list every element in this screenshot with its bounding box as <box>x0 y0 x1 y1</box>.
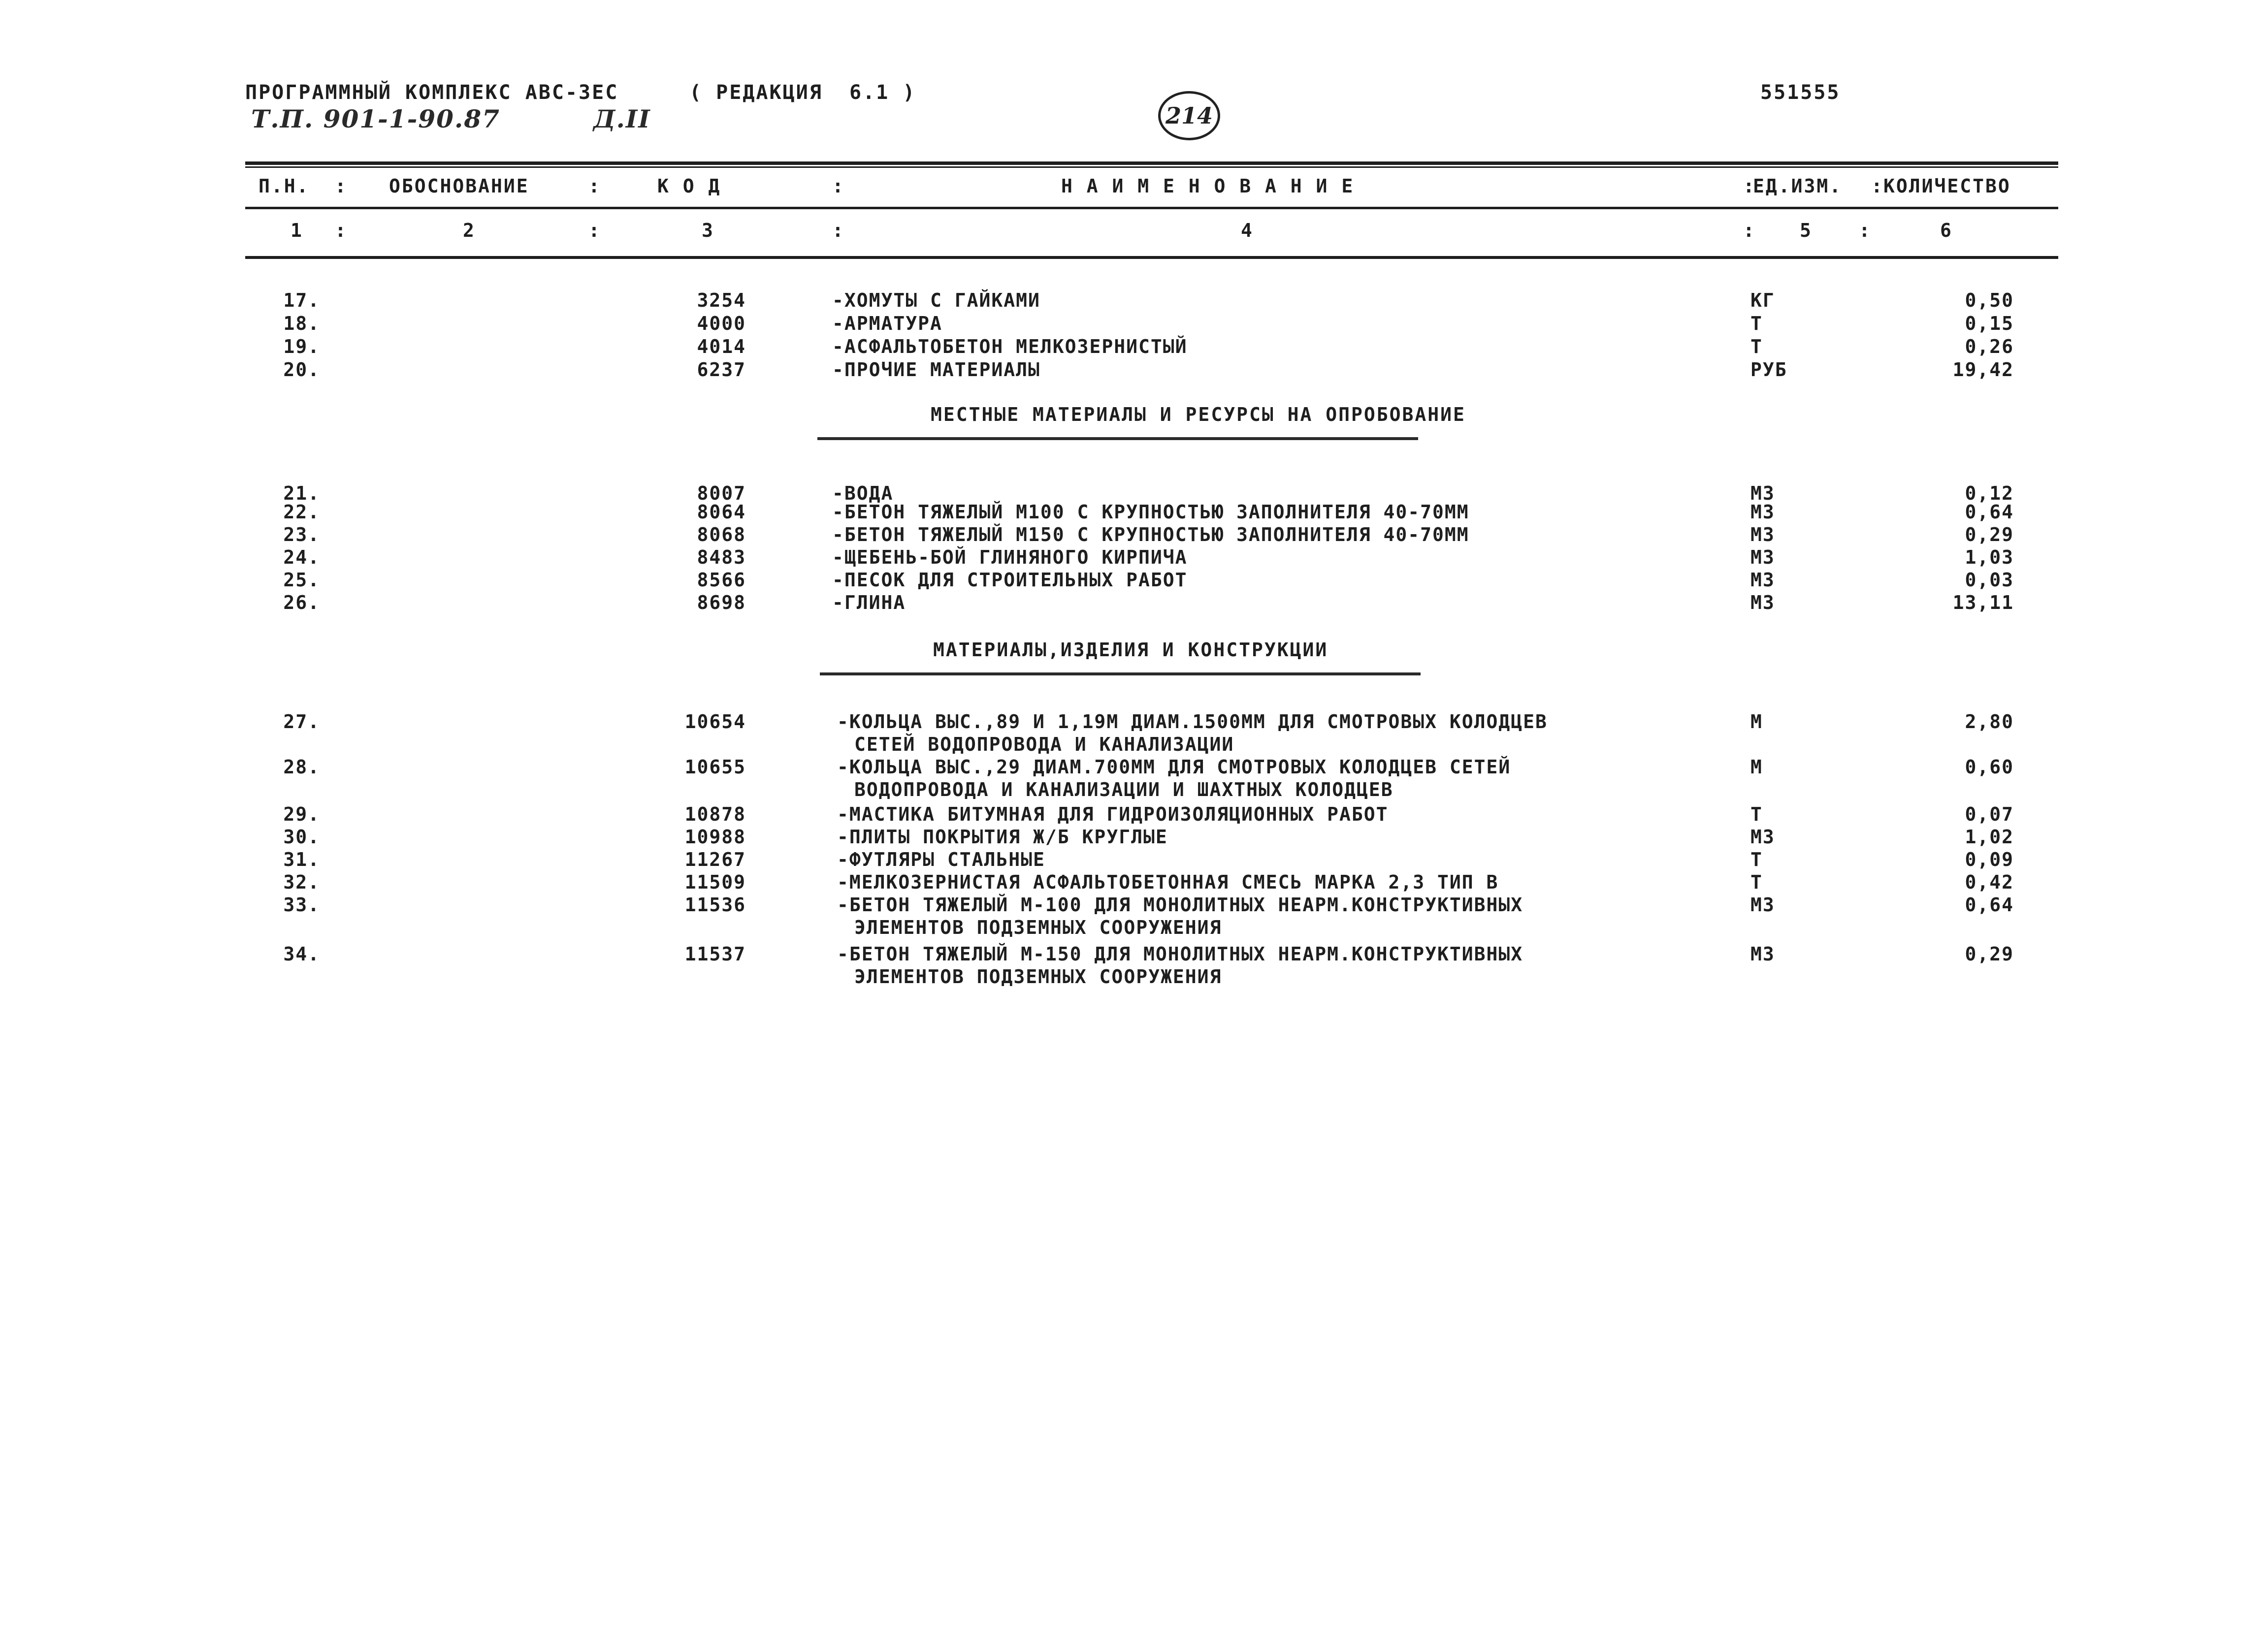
row-code: 8698 <box>697 592 746 613</box>
row-code: 11509 <box>684 871 746 893</box>
row-quantity: 19,42 <box>1952 359 2014 381</box>
row-unit: М3 <box>1750 943 1775 965</box>
row-code: 8483 <box>697 546 746 568</box>
row-name-continuation: ЭЛЕМЕНТОВ ПОДЗЕМНЫХ СООРУЖЕНИЯ <box>854 917 1222 938</box>
row-number: 26. <box>283 592 320 613</box>
row-unit: М3 <box>1750 569 1775 591</box>
row-unit: М3 <box>1750 501 1775 523</box>
section-title-local-materials: МЕСТНЫЕ МАТЕРИАЛЫ И РЕСУРСЫ НА ОПРОБОВАНИЕ <box>931 404 1466 425</box>
row-unit: РУБ <box>1750 359 1787 381</box>
row-name: -ПЛИТЫ ПОКРЫТИЯ Ж/Б КРУГЛЫЕ <box>837 826 1168 848</box>
row-name: -КОЛЬЦА ВЫС.,89 И 1,19М ДИАМ.1500ММ ДЛЯ СМОТРОВЫХ КОЛОДЦЕВ <box>837 711 1548 733</box>
row-code: 8007 <box>697 482 746 504</box>
row-name-continuation: ВОДОПРОВОДА И КАНАЛИЗАЦИИ И ШАХТНЫХ КОЛОДЦЕВ <box>854 779 1393 800</box>
row-number: 19. <box>283 336 320 357</box>
row-unit: Т <box>1750 871 1763 893</box>
column-header-code: К О Д <box>657 175 721 197</box>
row-code: 8566 <box>697 569 746 591</box>
row-quantity: 0,64 <box>1965 501 2014 523</box>
row-name: -БЕТОН ТЯЖЕЛЫЙ М150 С КРУПНОСТЬЮ ЗАПОЛНИТЕЛЯ 40-70ММ <box>832 524 1469 545</box>
row-number: 28. <box>283 756 320 778</box>
column-separator: : <box>1859 220 1870 241</box>
row-number: 30. <box>283 826 320 848</box>
row-name: -БЕТОН ТЯЖЕЛЫЙ М-100 ДЛЯ МОНОЛИТНЫХ НЕАРМ.КОНСТРУКТИВНЫХ <box>837 894 1523 916</box>
section-underline <box>820 672 1421 675</box>
row-unit: М3 <box>1750 592 1775 613</box>
row-quantity: 0,50 <box>1965 289 2014 311</box>
row-quantity: 1,02 <box>1965 826 2014 848</box>
row-number: 33. <box>283 894 320 916</box>
row-name: -МАСТИКА БИТУМНАЯ ДЛЯ ГИДРОИЗОЛЯЦИОННЫХ РАБОТ <box>837 803 1389 825</box>
column-number-5: 5 <box>1800 220 1811 241</box>
row-code: 11537 <box>684 943 746 965</box>
project-sheet: Д.II <box>593 104 651 133</box>
column-header-item-number: П.Н. <box>259 175 310 197</box>
row-name: -ХОМУТЫ С ГАЙКАМИ <box>832 289 1040 311</box>
row-number: 27. <box>283 711 320 733</box>
column-number-3: 3 <box>702 220 713 241</box>
row-quantity: 0,26 <box>1965 336 2014 357</box>
row-number: 23. <box>283 524 320 545</box>
column-separator: : <box>335 175 348 197</box>
row-unit: М <box>1750 756 1763 778</box>
table-top-rule-secondary <box>245 166 2058 168</box>
row-name-continuation: ЭЛЕМЕНТОВ ПОДЗЕМНЫХ СООРУЖЕНИЯ <box>854 966 1222 988</box>
row-name: -ФУТЛЯРЫ СТАЛЬНЫЕ <box>837 849 1045 870</box>
row-quantity: 13,11 <box>1952 592 2014 613</box>
section-underline <box>817 437 1418 440</box>
row-quantity: 0,12 <box>1965 482 2014 504</box>
row-unit: М3 <box>1750 524 1775 545</box>
row-number: 29. <box>283 803 320 825</box>
column-header-unit: ЕД.ИЗМ. <box>1753 175 1843 197</box>
row-number: 25. <box>283 569 320 591</box>
row-code: 8068 <box>697 524 746 545</box>
column-separator: : <box>832 220 843 241</box>
row-code: 11536 <box>684 894 746 916</box>
row-number: 20. <box>283 359 320 381</box>
row-unit: М3 <box>1750 894 1775 916</box>
column-separator: : <box>1743 220 1754 241</box>
row-number: 34. <box>283 943 320 965</box>
row-name: -БЕТОН ТЯЖЕЛЫЙ М-150 ДЛЯ МОНОЛИТНЫХ НЕАРМ.КОНСТРУКТИВНЫХ <box>837 943 1523 965</box>
row-unit: М3 <box>1750 546 1775 568</box>
row-quantity: 0,64 <box>1965 894 2014 916</box>
column-separator: : <box>588 220 600 241</box>
row-quantity: 0,29 <box>1965 524 2014 545</box>
row-number: 24. <box>283 546 320 568</box>
header-bottom-rule <box>245 256 2058 259</box>
document-number: 551555 <box>1760 81 1841 104</box>
row-code: 10878 <box>684 803 746 825</box>
row-unit: М <box>1750 711 1763 733</box>
row-quantity: 0,42 <box>1965 871 2014 893</box>
row-unit: КГ <box>1750 289 1775 311</box>
column-separator: : <box>1871 175 1884 197</box>
row-unit: Т <box>1750 849 1763 870</box>
column-number-1: 1 <box>291 220 302 241</box>
row-quantity: 0,03 <box>1965 569 2014 591</box>
column-separator: : <box>832 175 845 197</box>
row-name: -КОЛЬЦА ВЫС.,29 ДИАМ.700ММ ДЛЯ СМОТРОВЫХ КОЛОДЦЕВ СЕТЕЙ <box>837 756 1511 778</box>
row-number: 18. <box>283 313 320 334</box>
row-name: -ЩЕБЕНЬ-БОЙ ГЛИНЯНОГО КИРПИЧА <box>832 546 1188 568</box>
row-code: 4000 <box>697 313 746 334</box>
column-separator: : <box>335 220 346 241</box>
row-name: -ГЛИНА <box>832 592 906 613</box>
row-name: -ПРОЧИЕ МАТЕРИАЛЫ <box>832 359 1040 381</box>
header-divider-rule <box>245 207 2058 209</box>
row-number: 17. <box>283 289 320 311</box>
row-code: 10988 <box>684 826 746 848</box>
row-number: 31. <box>283 849 320 870</box>
column-header-name: Н А И М Е Н О В А Н И Е <box>1061 175 1355 197</box>
column-number-6: 6 <box>1940 220 1951 241</box>
row-quantity: 0,60 <box>1965 756 2014 778</box>
row-unit: Т <box>1750 336 1763 357</box>
page-stamp: 214 <box>1158 91 1220 140</box>
row-quantity: 2,80 <box>1965 711 2014 733</box>
row-name: -МЕЛКОЗЕРНИСТАЯ АСФАЛЬТОБЕТОННАЯ СМЕСЬ МАРКА 2,3 ТИП В <box>837 871 1499 893</box>
column-header-basis: ОБОСНОВАНИЕ <box>389 175 529 197</box>
program-title: ПРОГРАММНЫЙ КОМПЛЕКС АВС-3ЕС <box>245 81 619 104</box>
row-code: 8064 <box>697 501 746 523</box>
column-number-2: 2 <box>463 220 474 241</box>
row-name: -АСФАЛЬТОБЕТОН МЕЛКОЗЕРНИСТЫЙ <box>832 336 1188 357</box>
row-quantity: 0,29 <box>1965 943 2014 965</box>
row-unit: Т <box>1750 313 1763 334</box>
row-code: 3254 <box>697 289 746 311</box>
row-code: 10655 <box>684 756 746 778</box>
row-number: 22. <box>283 501 320 523</box>
column-separator: : <box>588 175 601 197</box>
project-reference: Т.П. 901-1-90.87 <box>251 104 500 133</box>
row-number: 21. <box>283 482 320 504</box>
row-code: 11267 <box>684 849 746 870</box>
edition-label: ( РЕДАКЦИЯ 6.1 ) <box>689 81 916 104</box>
row-code: 10654 <box>684 711 746 733</box>
row-unit: М3 <box>1750 826 1775 848</box>
column-number-4: 4 <box>1241 220 1252 241</box>
row-name: -БЕТОН ТЯЖЕЛЫЙ М100 С КРУПНОСТЬЮ ЗАПОЛНИТЕЛЯ 40-70ММ <box>832 501 1469 523</box>
section-title-materials: МАТЕРИАЛЫ,ИЗДЕЛИЯ И КОНСТРУКЦИИ <box>933 639 1328 661</box>
table-top-rule <box>245 161 2058 165</box>
row-quantity: 0,15 <box>1965 313 2014 334</box>
row-name: -ВОДА <box>832 482 894 504</box>
row-name: -АРМАТУРА <box>832 313 942 334</box>
row-name: -ПЕСОК ДЛЯ СТРОИТЕЛЬНЫХ РАБОТ <box>832 569 1188 591</box>
row-code: 6237 <box>697 359 746 381</box>
column-separator: : <box>1743 175 1756 197</box>
row-unit: Т <box>1750 803 1763 825</box>
row-quantity: 0,07 <box>1965 803 2014 825</box>
row-unit: М3 <box>1750 482 1775 504</box>
row-quantity: 1,03 <box>1965 546 2014 568</box>
row-name-continuation: СЕТЕЙ ВОДОПРОВОДА И КАНАЛИЗАЦИИ <box>854 734 1234 755</box>
column-header-quantity: КОЛИЧЕСТВО <box>1883 175 2011 197</box>
row-quantity: 0,09 <box>1965 849 2014 870</box>
row-code: 4014 <box>697 336 746 357</box>
row-number: 32. <box>283 871 320 893</box>
